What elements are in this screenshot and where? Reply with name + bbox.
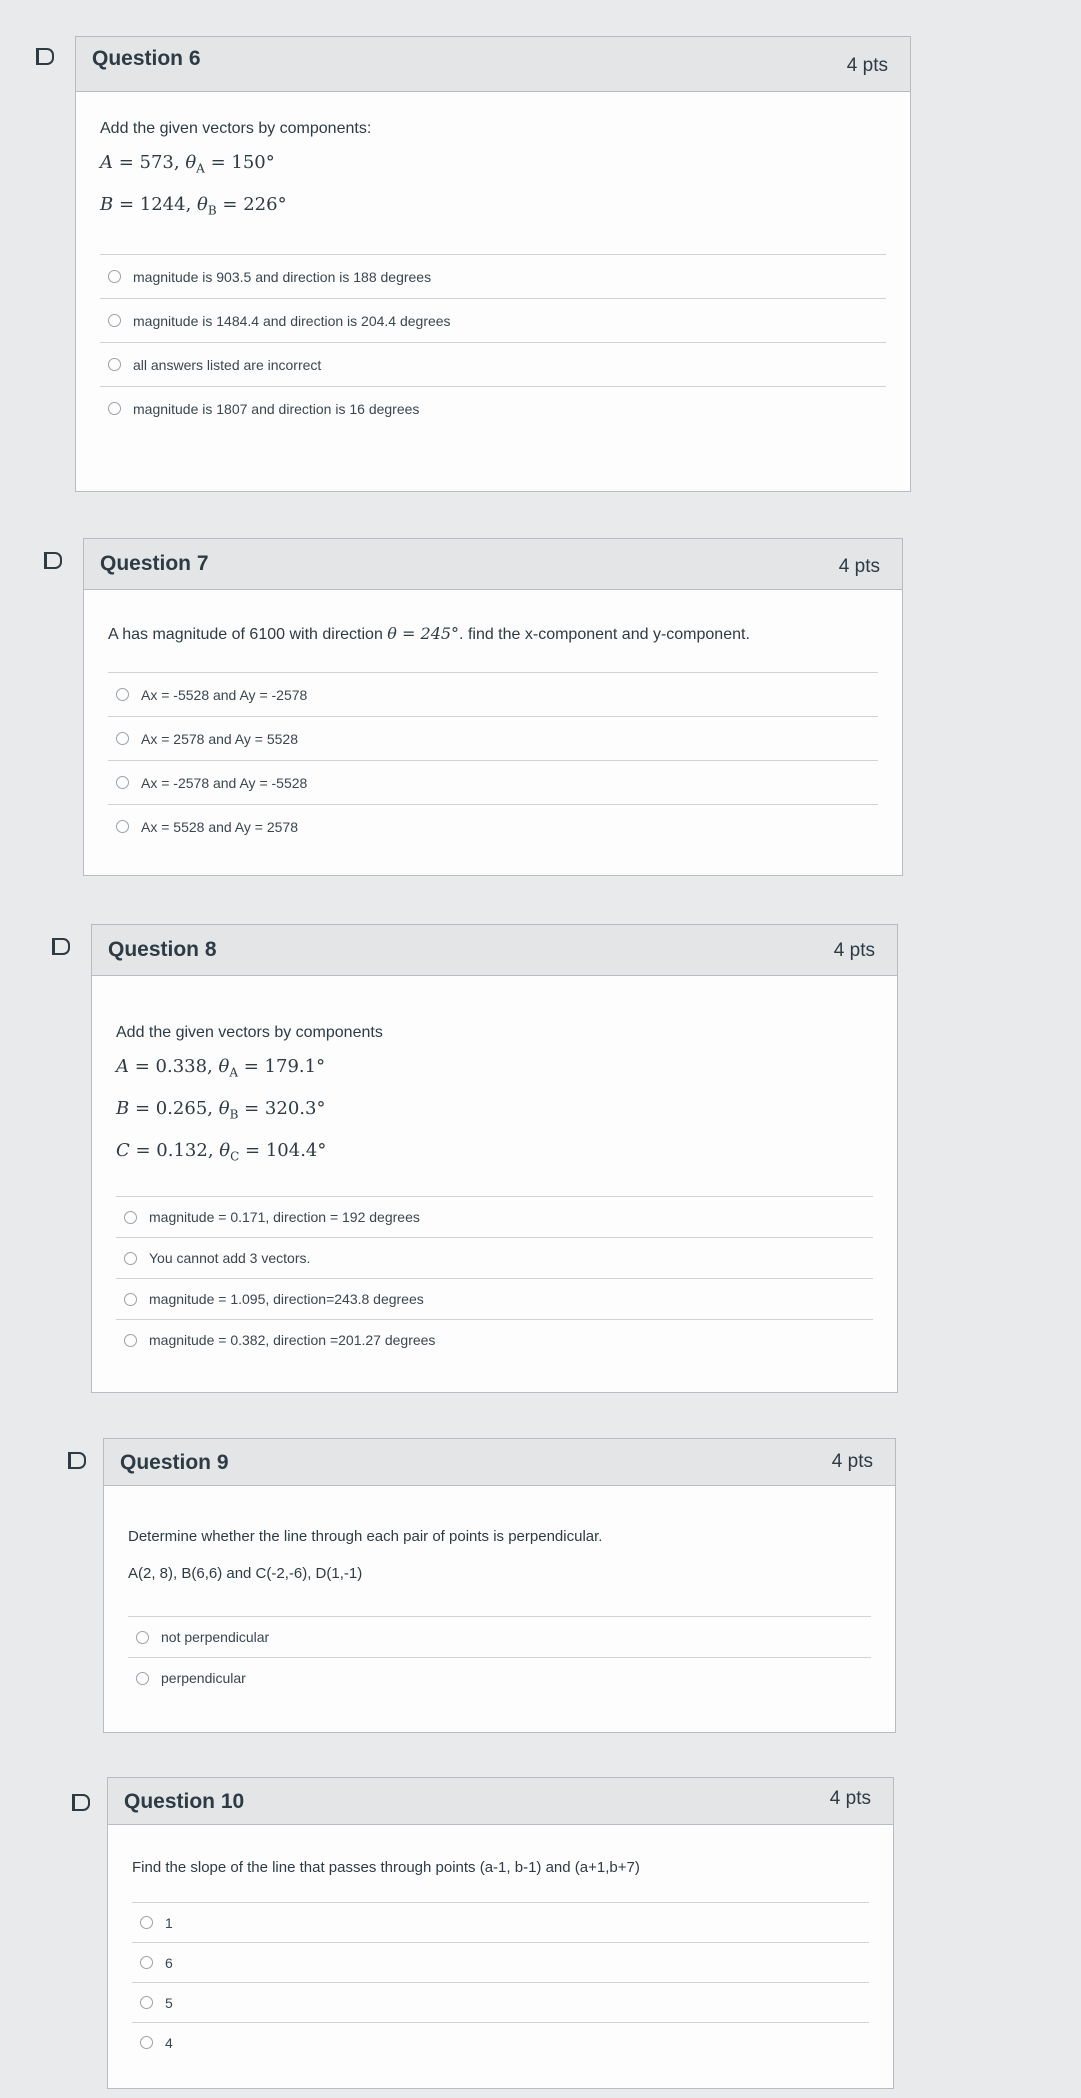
radio-button[interactable] — [140, 2036, 153, 2049]
radio-button[interactable] — [116, 776, 129, 789]
answer-option[interactable]: Ax = 2578 and Ay = 5528 — [108, 716, 878, 760]
answer-option[interactable]: perpendicular — [128, 1657, 871, 1698]
answer-list — [132, 1902, 869, 2062]
answer-list — [116, 1196, 873, 1360]
question-header — [76, 37, 910, 92]
answer-option[interactable]: not perpendicular — [128, 1616, 871, 1657]
equation-line: C = 0.132, $\theta_C = 104.4^\circ$ — [116, 1140, 327, 1164]
answer-option[interactable]: Ax = -2578 and Ay = -5528 — [108, 760, 878, 804]
question-8 — [91, 924, 898, 1393]
radio-button[interactable] — [116, 732, 129, 745]
radio-button[interactable] — [108, 314, 121, 327]
question-prompt: Add the given vectors by components — [116, 1024, 383, 1041]
radio-button[interactable] — [136, 1672, 149, 1685]
question-7 — [83, 538, 903, 876]
flag-question-icon[interactable] — [36, 48, 54, 65]
question-points: 4 pts — [833, 940, 875, 961]
equation-line: B = 0.265, $\theta_B = 320.3^\circ$ — [116, 1098, 326, 1122]
radio-button[interactable] — [108, 358, 121, 371]
radio-button[interactable] — [140, 1956, 153, 1969]
flag-question-icon[interactable] — [52, 938, 70, 955]
equation-line: A = 573, $\theta_A = 150^\circ$ — [100, 152, 275, 176]
question-prompt: Find the slope of the line that passes through points (a-1, b-1) and (a+1,b+7) — [132, 1859, 640, 1876]
answer-option[interactable]: all answers listed are incorrect — [100, 342, 886, 386]
answer-option[interactable]: magnitude is 1807 and direction is 16 degrees — [100, 386, 886, 430]
question-6 — [75, 36, 911, 492]
question-points: 4 pts — [846, 55, 888, 76]
question-header — [104, 1439, 895, 1486]
question-prompt: Determine whether the line through each pair of points is perpendicular. — [128, 1528, 603, 1545]
radio-button[interactable] — [108, 270, 121, 283]
radio-button[interactable] — [124, 1293, 137, 1306]
answer-option[interactable]: 6 — [132, 1942, 869, 1982]
question-header — [108, 1778, 893, 1825]
answer-option[interactable]: 1 — [132, 1902, 869, 1942]
flag-question-icon[interactable] — [44, 552, 62, 569]
radio-button[interactable] — [136, 1631, 149, 1644]
answer-option[interactable]: Ax = 5528 and Ay = 2578 — [108, 804, 878, 848]
question-points: 4 pts — [831, 1451, 873, 1472]
question-title: Question 8 — [108, 938, 217, 961]
answer-option[interactable]: magnitude = 0.382, direction =201.27 degrees — [116, 1319, 873, 1360]
flag-question-icon[interactable] — [68, 1452, 86, 1469]
question-prompt: Add the given vectors by components: — [100, 120, 372, 137]
question-title: Question 9 — [120, 1451, 229, 1474]
question-9 — [103, 1438, 896, 1733]
answer-list — [100, 254, 886, 430]
radio-button[interactable] — [140, 1996, 153, 2009]
radio-button[interactable] — [140, 1916, 153, 1929]
question-title: Question 10 — [124, 1790, 245, 1813]
question-prompt: A has magnitude of 6100 with direction θ = 245°. find the x-component and y-component. — [108, 624, 750, 643]
radio-button[interactable] — [124, 1211, 137, 1224]
answer-option[interactable]: magnitude = 0.171, direction = 192 degrees — [116, 1196, 873, 1237]
answer-option[interactable]: magnitude is 903.5 and direction is 188 degrees — [100, 254, 886, 298]
question-header — [84, 539, 902, 590]
answer-option[interactable]: 4 — [132, 2022, 869, 2062]
radio-button[interactable] — [116, 688, 129, 701]
radio-button[interactable] — [124, 1334, 137, 1347]
question-points: 4 pts — [838, 556, 880, 577]
question-points-list: A(2, 8), B(6,6) and C(-2,-6), D(1,-1) — [128, 1565, 363, 1582]
question-header — [92, 925, 897, 976]
flag-question-icon[interactable] — [72, 1794, 90, 1811]
question-10 — [107, 1777, 894, 2089]
radio-button[interactable] — [116, 820, 129, 833]
equation-line: A = 0.338, $\theta_A = 179.1^\circ$ — [116, 1056, 326, 1080]
radio-button[interactable] — [124, 1252, 137, 1265]
question-points: 4 pts — [829, 1788, 871, 1809]
answer-option[interactable]: Ax = -5528 and Ay = -2578 — [108, 672, 878, 716]
answer-option[interactable]: magnitude = 1.095, direction=243.8 degrees — [116, 1278, 873, 1319]
answer-list — [108, 672, 878, 848]
answer-list — [128, 1616, 871, 1698]
answer-option[interactable]: You cannot add 3 vectors. — [116, 1237, 873, 1278]
question-title: Question 6 — [92, 47, 201, 70]
answer-option[interactable]: magnitude is 1484.4 and direction is 204.4 degrees — [100, 298, 886, 342]
radio-button[interactable] — [108, 402, 121, 415]
equation-line: B = 1244, $\theta_B = 226^\circ$ — [100, 194, 287, 218]
answer-option[interactable]: 5 — [132, 1982, 869, 2022]
question-title: Question 7 — [100, 552, 209, 575]
